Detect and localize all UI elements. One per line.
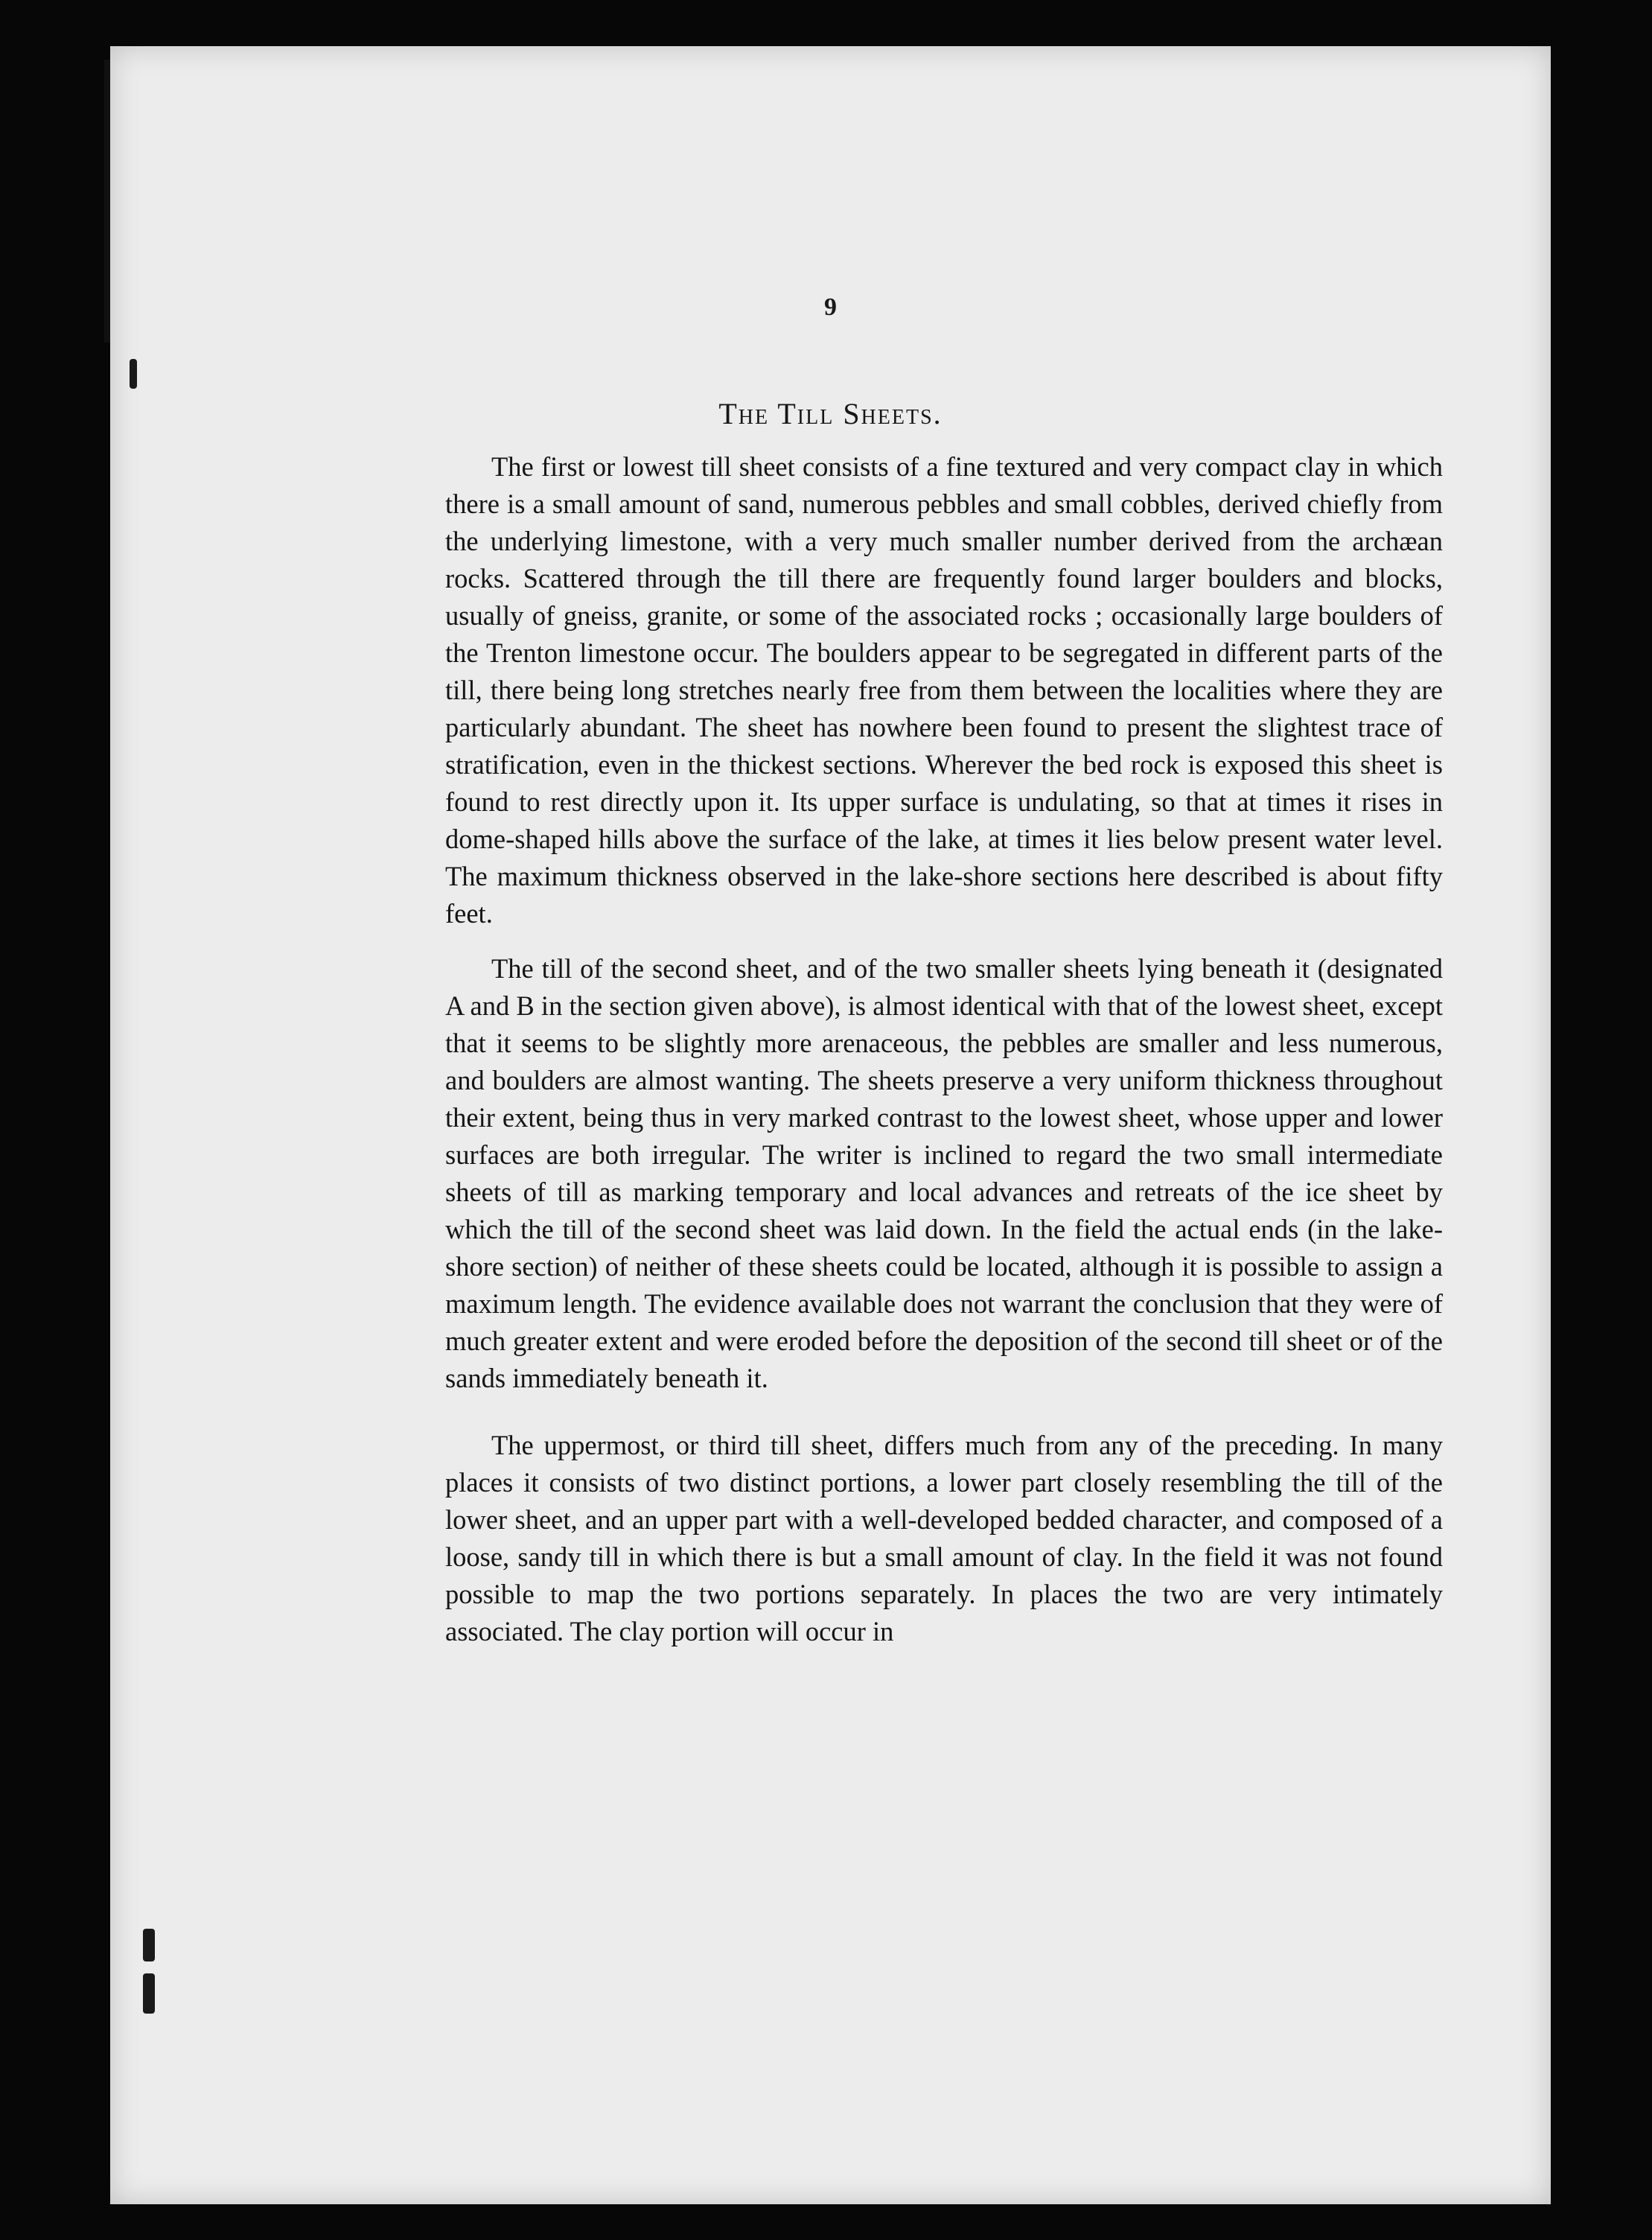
paragraph-2: The till of the second sheet, and of the two smaller sheets lying beneath it (designated A and B in the section given above), is almost identical with that of the lowest sheet, except that it seems to be slightly more arenaceous, the pebbles are smaller and less numerous, and boulders are almost wanting. The sheets preserve a very uniform thickness throughout their extent, being thus in very marked contrast to the lowest sheet, whose upper and lower surfaces are both irregular. The writer is inclined to regard the two small intermediate sheets of till as marking temporary and local advances and retreats of the ice sheet by which the till of the second sheet was laid down. In the field the actual ends (in the lake-shore section) of neither of these sheets could be located, although it is possible to assign a maximum length. The evidence available does not warrant the conclusion that they were of much greater extent and were eroded before the deposition of the second till sheet or of the sands immediately beneath it. <box>445 953 1443 1393</box>
left-edge-mark <box>130 359 137 389</box>
section-title: The Till Sheets. <box>718 397 943 430</box>
scan-artifact-top <box>143 1929 155 1961</box>
page-number: 9 <box>824 293 837 321</box>
paragraph-3: The uppermost, or third till sheet, differs much from any of the preceding. In many places it consists of two distinct portions, a lower part closely resembling the till of the lower sheet, and an upper part with a well-developed bedded character, and composed of a loose, sandy till in which there is but a small amount of clay. In the field it was not found possible to map the two portions separately. In places the two are very intimately associated. The clay portion will occur in <box>445 1430 1443 1646</box>
paragraph-1: The first or lowest till sheet consists of a fine textured and very compact clay in which there is a small amount of sand, numerous pebbles and small cobbles, derived chiefly from the underlying limestone, with a very much smaller number derived from the archæan rocks. Scattered through the till there are frequently found larger boulders and blocks, usually of gneiss, granite, or some of the associated rocks ; occasionally large boulders of the Trenton limestone occur. The boulders appear to be segregated in different parts of the till, there being long stretches nearly free from them between the localities where they are particularly abundant. The sheet has nowhere been found to present the slightest trace of stratification, even in the thickest sections. Wherever the bed rock is exposed this sheet is found to rest directly upon it. Its upper surface is undulating, so that at times it rises in dome-shaped hills above the surface of the lake, at times it lies below present water level. The maximum thickness observed in the lake-shore sections here described is about fifty feet. <box>445 451 1443 929</box>
document-page <box>110 46 1551 2204</box>
scan-artifact-bottom <box>143 1973 155 2014</box>
body-text <box>445 448 1443 1668</box>
